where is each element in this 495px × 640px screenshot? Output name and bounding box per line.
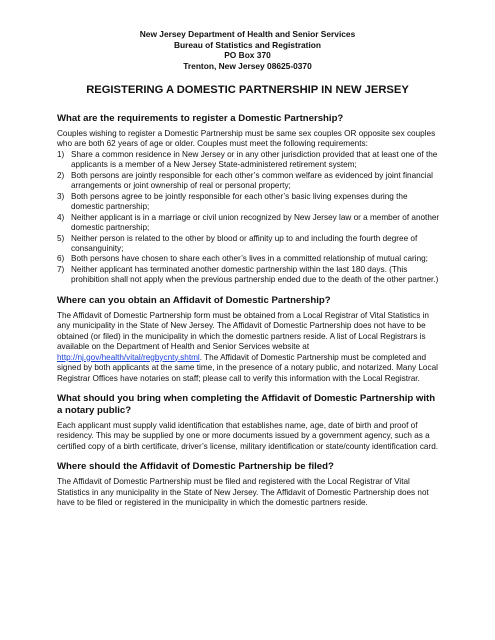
section-where-filed: [57, 461, 442, 508]
section-requirements: [57, 113, 442, 286]
list-item: [57, 234, 442, 255]
department-name: New Jersey Department of Health and Senior Services: [139, 29, 356, 39]
list-item-number: 5): [57, 233, 65, 243]
list-item-text: Share a common residence in New Jersey or in any other jurisdiction provided that at least one of the applicants is a member of a New Jersey State-administered retirement system;: [71, 149, 438, 170]
list-item-text: Neither person is related to the other by blood or affinity up to and including the fourth degree of consanguinity;: [71, 233, 418, 253]
section-body: [57, 311, 442, 384]
list-item-number: 2): [57, 170, 65, 180]
list-item-number: 7): [57, 264, 65, 274]
po-box: PO Box 370: [224, 50, 271, 61]
section-heading: What should you bring when completing the Affidavit of Domestic Partnership with a notary public?: [57, 392, 436, 416]
list-item: [57, 171, 442, 192]
list-item-text: Both persons have chosen to share each other’s lives in a committed relationship of mutual caring;: [71, 254, 428, 264]
list-item: [57, 213, 442, 234]
section-obtain-affidavit: [57, 295, 442, 384]
section-heading: Where can you obtain an Affidavit of Domestic Partnership?: [57, 294, 331, 306]
section-heading: Where should the Affidavit of Domestic Partnership be filed?: [57, 461, 334, 473]
section-heading: What are the requirements to register a Domestic Partnership?: [57, 113, 344, 124]
list-item: [57, 254, 442, 264]
list-item-number: 1): [57, 149, 65, 159]
section-what-to-bring: [57, 393, 442, 452]
list-item-text: Neither applicant has terminated another domestic partnership within the last 180 days. (This prohibition shall not apply when the previous partnership ended due to the death of the other partner.): [71, 264, 439, 285]
registrars-website-link[interactable]: http://nj.gov/health/vital/regbycnty.shtml: [57, 352, 200, 362]
document-title: REGISTERING A DOMESTIC PARTNERSHIP IN NEW JERSEY: [86, 84, 409, 96]
bureau-name: Bureau of Statistics and Registration: [173, 39, 322, 50]
body-text: The Affidavit of Domestic Partnership form must be obtained from a Local Registrar of Vital Statistics in any municipality in the State of New Jersey. The Affidavit of Domestic Partnership does not have to be obtained (or filed) in the municipality in which the domestic partners reside. A list of Local Registrars is available on the Department of Health and Senior Services website at: [57, 310, 429, 352]
list-item: [57, 265, 442, 286]
list-item-number: 3): [57, 191, 65, 201]
section-intro: Couples wishing to register a Domestic Partnership must be same sex couples OR opposite sex couples who are both 62 years of age or older. Couples must meet the following requirements:: [57, 129, 436, 149]
list-item-text: Neither applicant is in a marriage or civil union recognized by New Jersey law or a member of another domestic partnership;: [71, 212, 440, 233]
list-item: [57, 192, 442, 213]
list-item-number: 4): [57, 212, 65, 222]
list-item-text: Both persons are jointly responsible for each other’s common welfare as evidenced by joint financial arrangements or joint ownership of real or personal property;: [71, 170, 433, 191]
list-item-text: Both persons agree to be jointly responsible for each other’s basic living expenses during the domestic partnership;: [71, 191, 408, 212]
section-body: The Affidavit of Domestic Partnership must be filed and registered with the Local Registrar of Vital Statistics in any municipality in the State of New Jersey. The Affidavit of Domestic Partnership does not have to be filed or registered in the municipality in which the domestic partners reside.: [57, 477, 429, 508]
document-body: [57, 113, 442, 509]
city-address: Trenton, New Jersey 08625-0370: [183, 60, 312, 71]
requirements-list: [57, 150, 442, 286]
list-item: [57, 150, 442, 171]
section-body: Each applicant must supply valid identification that establishes name, age, date of birth and proof of residency. This may be supplied by one or more documents issued by a government agency, such as a certified copy of a birth certificate, driver’s license, military identification or state/county identification card.: [57, 420, 439, 451]
letterhead: [0, 29, 495, 71]
body-text: . The Affidavit of Domestic Partnership must be completed and signed by both applicants at the same time, in the presence of a notary public, and notarized. Many Local Registrar Offices have notaries on staff; please call to verify this information with the Local Registrar.: [57, 352, 438, 383]
list-item-number: 6): [57, 254, 65, 264]
